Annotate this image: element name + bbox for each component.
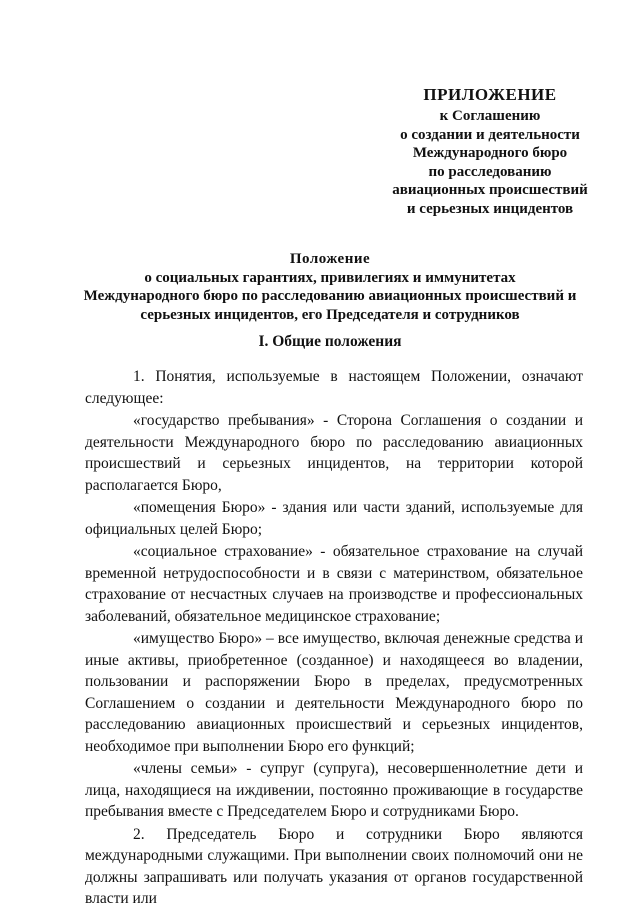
appendix-heading: ПРИЛОЖЕНИЕ <box>423 85 557 104</box>
paragraph: «помещения Бюро» - здания или части зданий, используемые для официальных целей Бюро; <box>85 499 583 538</box>
regulation-heading: Положение <box>289 251 371 267</box>
appendix-header <box>350 84 630 218</box>
regulation-title-line: о социальных гарантиях, привилегиях и иммунитетах <box>144 269 516 286</box>
paragraph: 2. Председатель Бюро и сотрудники Бюро являются международными служащими. При выполнении своих полномочий они не должны запрашивать или получать указания от органов государственной власти или <box>85 825 583 907</box>
appendix-line: Международного бюро <box>412 145 568 161</box>
paragraph: «члены семьи» - супруг (супруга), несовершеннолетние дети и лица, находящиеся на иждивении, постоянно проживающие в государстве пребывания вместе с Председателем Бюро и сотрудниками Бюро. <box>85 760 583 820</box>
regulation-title <box>70 250 590 324</box>
appendix-line: авиационных происшествий <box>392 182 588 198</box>
paragraph: «государство пребывания» - Сторона Соглашения о создании и деятельности Международного бюро по расследованию авиационных происшествий и серьезных инцидентов, на территории которой располагается Бюро, <box>85 412 583 494</box>
appendix-line: и серьезных инцидентов <box>406 200 574 217</box>
paragraph: 1. Понятия, используемые в настоящем Положении, означают следующее: <box>85 368 583 407</box>
section-title: I. Общие положения <box>258 333 402 350</box>
appendix-line: по расследованию <box>428 163 552 180</box>
appendix-line: к Соглашению <box>439 108 541 124</box>
paragraph: «имущество Бюро» – все имущество, включая денежные средства и иные активы, приобретенное (созданное) и находящееся во владении, пользовании и распоряжении Бюро в пределах, предусмотренных Соглашением о создании и деятельности Международного бюро по расследованию авиационных происшествий и серьезных инцидентов, необходимое при выполнении Бюро его функций; <box>85 630 583 755</box>
document-body <box>85 366 583 911</box>
regulation-title-line: серьезных инцидентов, его Председателя и сотрудников <box>140 306 520 323</box>
regulation-title-line: Международного бюро по расследованию авиационных происшествий и <box>83 288 577 304</box>
paragraph: «социальное страхование» - обязательное страхование на случай временной нетрудоспособности и в связи с материнством, обязательное страхование от несчастных случаев на производстве и профессиональных заболеваний, обязательное медицинское страхование; <box>85 543 583 625</box>
appendix-line: о создании и деятельности <box>400 126 580 143</box>
